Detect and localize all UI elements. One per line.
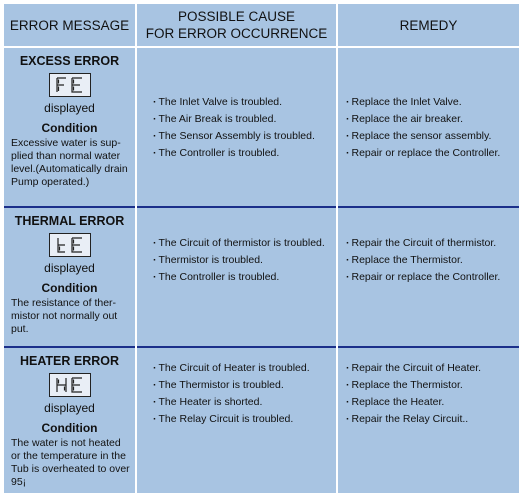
remedy-item: · Repair the Relay Circuit.. bbox=[346, 411, 519, 428]
lcd-display-he-icon bbox=[49, 373, 91, 397]
header-error-message-label: ERROR MESSAGE bbox=[9, 17, 130, 33]
remedy-item: · Repair or replace the Controller. bbox=[346, 145, 519, 162]
remedy-item: · Replace the sensor assembly. bbox=[346, 128, 519, 145]
lcd-display-te-icon bbox=[49, 233, 91, 257]
row-heater-error-causes-cell bbox=[137, 348, 336, 493]
column-divider bbox=[135, 4, 137, 493]
cause-item: · The Controller is troubled. bbox=[153, 145, 336, 162]
condition-label: Condition bbox=[41, 421, 98, 435]
cause-item: · The Circuit of Heater is troubled. bbox=[153, 360, 336, 377]
row-excess-error-remedies-cell bbox=[338, 48, 519, 206]
row-divider bbox=[4, 346, 519, 348]
row-thermal-error-causes-cell bbox=[137, 208, 336, 346]
header-remedy bbox=[338, 4, 519, 46]
te-segment-glyph bbox=[53, 236, 87, 254]
row-divider bbox=[4, 206, 519, 208]
lcd-display-fe-icon bbox=[49, 73, 91, 97]
displayed-label: displayed bbox=[44, 401, 95, 415]
condition-text: The resistance of ther-mistor not normally out put. bbox=[11, 297, 118, 335]
error-title: HEATER ERROR bbox=[19, 354, 120, 368]
cause-item: · The Relay Circuit is troubled. bbox=[153, 411, 336, 428]
cause-item: · The Controller is troubled. bbox=[153, 269, 336, 286]
row-heater-error-remedies-cell bbox=[338, 348, 519, 493]
header-possible-cause-line1: POSSIBLE CAUSE bbox=[177, 9, 296, 24]
fe-segment-glyph bbox=[53, 76, 87, 94]
condition-text: Excessive water is sup-plied than normal water level.(Automatically drain Pump operated.) bbox=[11, 137, 128, 188]
row-thermal-error-message-cell bbox=[4, 208, 135, 346]
row-thermal-error-remedies-cell bbox=[338, 208, 519, 346]
cause-item: · The Inlet Valve is troubled. bbox=[153, 94, 336, 111]
cause-item: · The Thermistor is troubled. bbox=[153, 377, 336, 394]
header-possible-cause-line2: FOR ERROR OCCURRENCE bbox=[145, 26, 328, 41]
condition-label: Condition bbox=[41, 121, 98, 135]
cause-item: · The Air Break is troubled. bbox=[153, 111, 336, 128]
cause-list bbox=[153, 94, 336, 162]
cause-item: · The Sensor Assembly is troubled. bbox=[153, 128, 336, 145]
he-segment-glyph bbox=[53, 376, 87, 394]
remedy-item: · Replace the Inlet Valve. bbox=[346, 94, 519, 111]
error-title: EXCESS ERROR bbox=[19, 54, 120, 68]
remedy-list bbox=[346, 235, 519, 286]
remedy-list bbox=[346, 94, 519, 162]
header-remedy-label: REMEDY bbox=[399, 17, 458, 33]
cause-item: · The Heater is shorted. bbox=[153, 394, 336, 411]
row-excess-error-message-cell bbox=[4, 48, 135, 206]
remedy-item: · Replace the Heater. bbox=[346, 394, 519, 411]
header-error-message bbox=[4, 4, 135, 46]
error-title: THERMAL ERROR bbox=[14, 214, 125, 228]
condition-label: Condition bbox=[41, 281, 98, 295]
column-divider bbox=[336, 4, 338, 493]
error-table bbox=[2, 2, 521, 495]
remedy-list bbox=[346, 360, 519, 428]
remedy-item: · Repair the Circuit of thermistor. bbox=[346, 235, 519, 252]
remedy-item: · Replace the Thermistor. bbox=[346, 377, 519, 394]
row-heater-error-message-cell bbox=[4, 348, 135, 493]
displayed-label: displayed bbox=[44, 101, 95, 115]
row-excess-error-causes-cell bbox=[137, 48, 336, 206]
header-possible-cause bbox=[137, 4, 336, 46]
cause-item: · The Circuit of thermistor is troubled. bbox=[153, 235, 336, 252]
remedy-item: · Replace the air breaker. bbox=[346, 111, 519, 128]
cause-list bbox=[153, 360, 336, 428]
remedy-item: · Repair the Circuit of Heater. bbox=[346, 360, 519, 377]
remedy-item: · Replace the Thermistor. bbox=[346, 252, 519, 269]
cause-item: · Thermistor is troubled. bbox=[153, 252, 336, 269]
condition-text: The water is not heated or the temperature in the Tub is overheated to over 95¡ bbox=[11, 437, 130, 488]
header-divider bbox=[4, 46, 519, 48]
cause-list bbox=[153, 235, 336, 286]
remedy-item: · Repair or replace the Controller. bbox=[346, 269, 519, 286]
displayed-label: displayed bbox=[44, 261, 95, 275]
